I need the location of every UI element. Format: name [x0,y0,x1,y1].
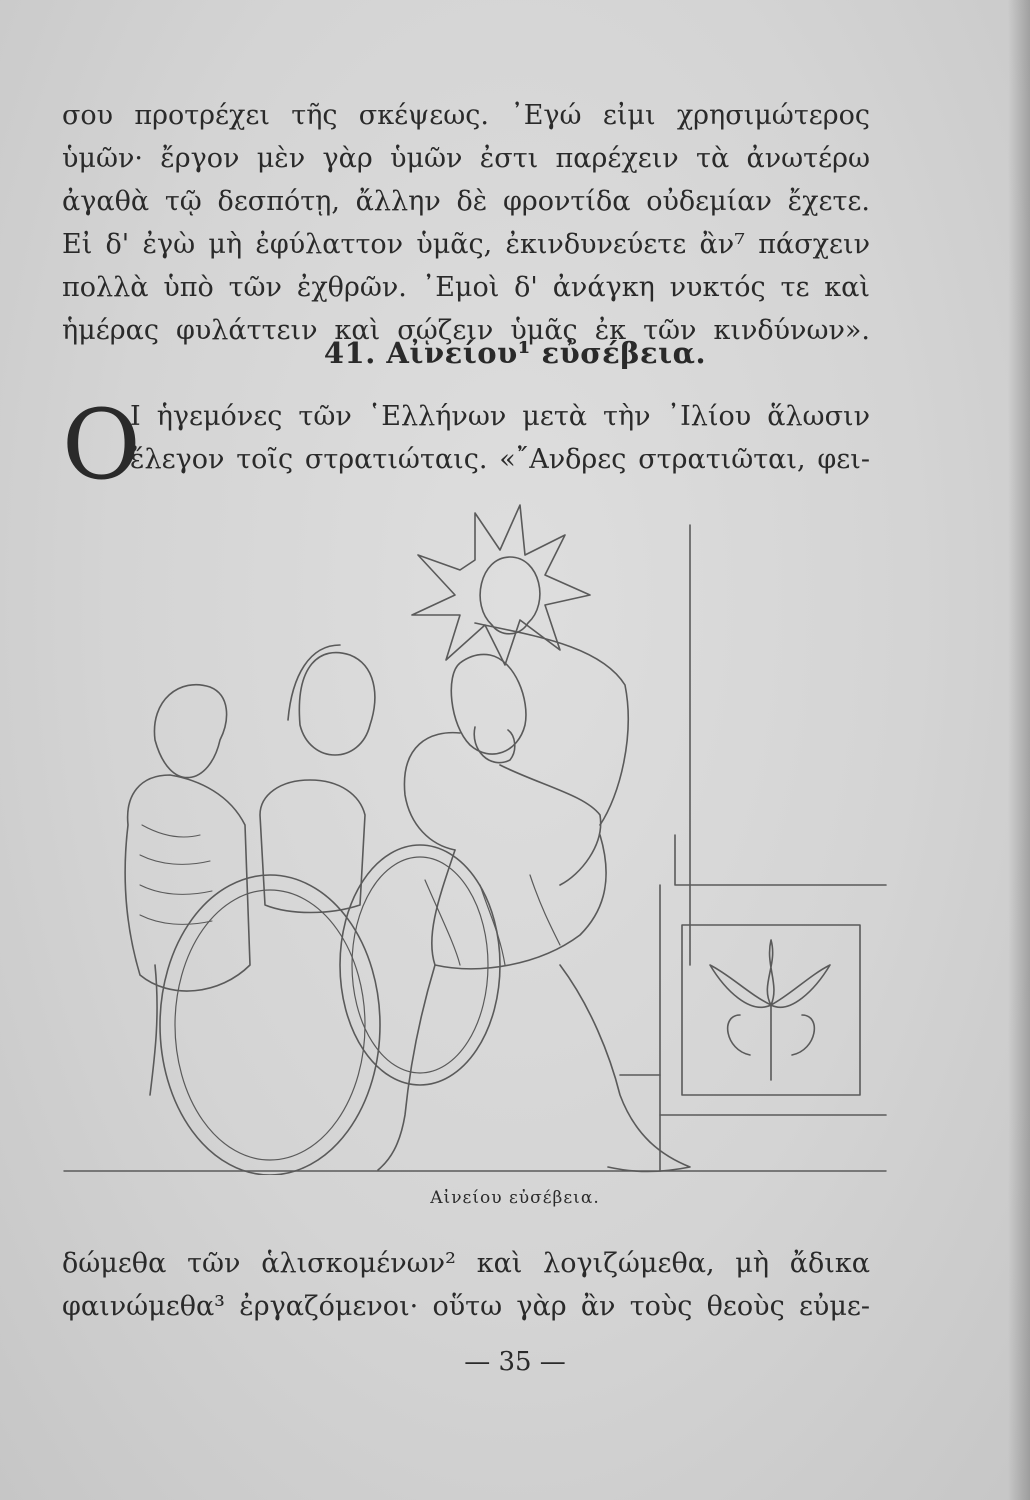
section-heading: 41. Αἰνείου¹ εὐσέβεια. [323,336,707,370]
aeneas-beard [474,727,515,763]
text-line: σου προτρέχει τῆς σκέψεως. ᾿Εγώ εἰμι χρησιμώτερος [62,100,870,131]
drop-cap: Ο [62,389,141,501]
soldier-2-helmet [299,653,374,755]
aeneas-kilt-folds [425,875,560,965]
first-paragraph-lines [130,395,870,481]
ornament [710,940,830,1080]
soldier-2-cuirass [260,780,365,913]
shield-2-rim [352,857,488,1073]
top-paragraph [62,94,870,352]
aeneas-head [451,654,526,754]
text-line: ἡμέρας φυλάττειν καὶ σῴζειν ὑμᾶς ἐκ τῶν κινδύνων». [62,315,870,346]
aeneas-shoulder [404,733,460,850]
bottom-paragraph [62,1242,870,1328]
text-line: Ι ἡγεμόνες τῶν ῾Ελλήνων μετὰ τὴν ᾿Ιλίου ἅλωσιν [130,401,870,432]
shield-1-rim [175,890,365,1160]
steps [620,1075,660,1171]
anchises-head [480,557,540,634]
sun-halo [412,505,590,665]
soldier-1-scales [140,825,212,924]
soldier-2-crest [288,645,340,720]
text-line: φαινώμεθα³ ἐργαζόμενοι· οὕτω γὰρ ἂν τοὺς θεοὺς εὐμε- [62,1291,870,1322]
text-line: Εἰ δ' ἐγὼ μὴ ἐφύλαττον ὑμᾶς, ἐκινδυνεύετε ἂν⁷ πάσχειν [62,229,870,260]
aeneas-waist [432,835,606,969]
text-line: πολλὰ ὑπὸ τῶν ἐχθρῶν. ᾿Εμοὶ δ' ἀνάγκη νυκτός τε καὶ [62,272,870,303]
page-edge-shadow [1008,0,1030,1500]
aeneas-torso [500,765,601,885]
illustration [60,495,890,1175]
text-line: ὑμῶν· ἔργον μὲν γὰρ ὑμῶν ἐστι παρέχειν τὰ ἀνωτέρω [62,143,870,174]
text-line: ἀγαθὰ τῷ δεσπότῃ, ἄλλην δὲ φροντίδα οὐδεμίαν ἔχετε. [62,186,870,217]
page-number: — 35 — [464,1347,566,1377]
soldier-1-helmet [154,685,226,778]
aeneas-left-leg [378,965,435,1170]
figure-caption: Αἰνείου εὐσέβεια. [430,1188,600,1208]
text-line: δώμεθα τῶν ἁλισκομένων² καὶ λογιζώμεθα, μὴ ἄδικα [62,1248,870,1279]
text-line: ἔλεγον τοῖς στρατιώταις. «῎Ανδρες στρατιῶται, φει- [130,444,870,475]
section-first-paragraph [62,389,870,501]
aeneas-right-leg [560,965,690,1172]
anchises-body [475,623,628,825]
shield-1 [160,875,380,1175]
